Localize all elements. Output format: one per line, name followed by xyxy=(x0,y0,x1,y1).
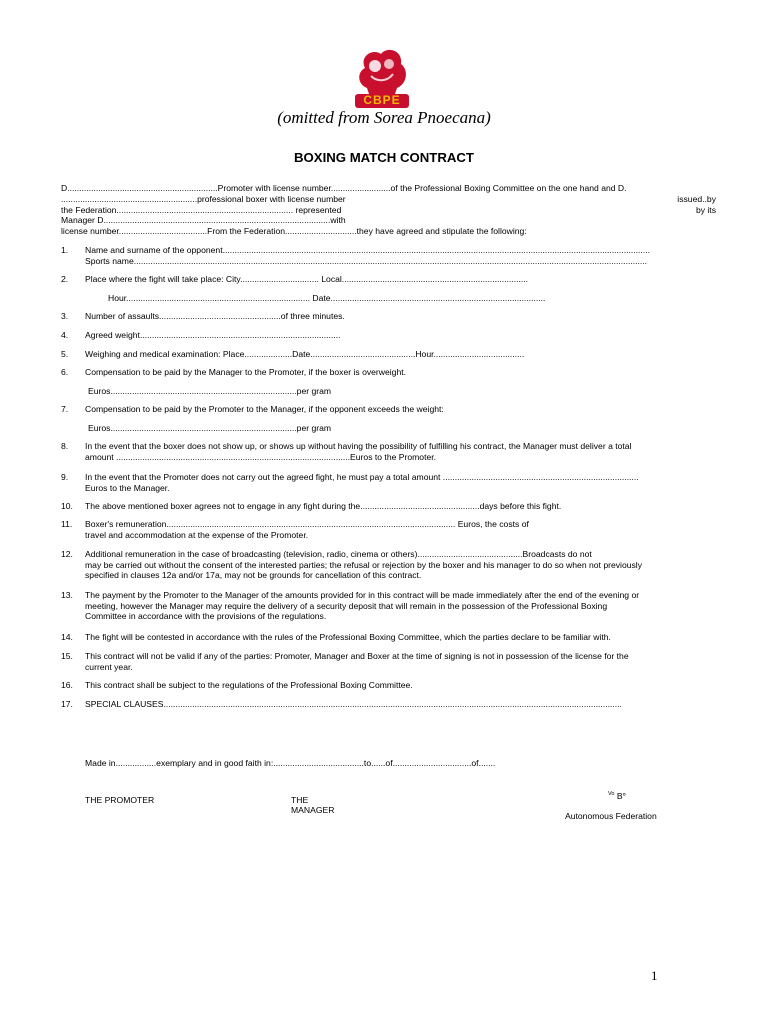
clause-text: Compensation to be paid by the Manager to the Promoter, if the boxer is overweight. xyxy=(85,367,407,377)
clause-text: Place where the fight will take place: City................................. Local.............................................................................. xyxy=(85,274,529,284)
clause-number: 12. xyxy=(61,549,73,559)
subtitle: (omitted from Sorea Pnoecana) xyxy=(277,108,491,127)
approval-text: B° xyxy=(614,791,626,801)
manager-label-line: THE xyxy=(291,795,309,805)
clause-text: The fight will be contested in accordance with the rules of the Professional Boxing Committee, which the parties declare to be familiar with. xyxy=(85,632,611,642)
intro-text: license number.....................................From the Federation..............................they have agreed and stipulate the following: xyxy=(61,226,527,237)
logo-text: CBPE xyxy=(363,93,401,107)
clause-number: 8. xyxy=(61,441,69,451)
clause-number: 14. xyxy=(61,632,73,642)
clause-number: 15. xyxy=(61,651,73,661)
clause-text: travel and accommodation at the expense of the Promoter. xyxy=(85,529,309,540)
intro-line xyxy=(61,183,716,194)
clause-text: Weighing and medical examination: Place....................Date............................................Hour...................................... xyxy=(85,349,525,359)
intro-text: .........................................................professional boxer with license number xyxy=(61,193,346,204)
clause-text: Name and surname of the opponent................................................................................................................................................................................... xyxy=(85,245,650,255)
intro-line xyxy=(61,205,716,216)
clause-text: may be carried out without the consent of the interested parties; the refusal or rejection by the boxer and his manager to do so when not previously xyxy=(85,559,643,570)
document-title: BOXING MATCH CONTRACT xyxy=(294,150,474,165)
clause-number: 4. xyxy=(61,330,69,340)
clause-number: 10. xyxy=(61,501,73,511)
manager-label-line-cut xyxy=(291,805,335,815)
clause-number: 7. xyxy=(61,404,69,414)
clause-text: specified in clauses 12a and/or 17a, may not be grounds for cancellation of this contract. xyxy=(85,570,422,581)
federation-signature-label: Autonomous Federation xyxy=(565,811,657,821)
clause-number: 13. xyxy=(61,590,73,600)
intro-text: the Federation.......................................................................... represented xyxy=(61,204,342,215)
clause-number: 11. xyxy=(61,519,73,529)
intro-paragraph xyxy=(61,183,716,237)
clause-text: Hour............................................................................. Date.......................................................................................... xyxy=(108,293,546,303)
made-in-line: Made in.................exemplary and in good faith in:......................................to......of.................................of....... xyxy=(85,758,496,768)
clause-text: This contract shall be subject to the regulations of the Professional Boxing Committee. xyxy=(85,680,413,690)
promoter-signature-label: THE PROMOTER xyxy=(85,795,155,805)
intro-text-right: issued..by xyxy=(677,193,716,204)
clause-text: current year. xyxy=(85,661,133,672)
federation-logo xyxy=(351,44,413,110)
clause-text: Euros..............................................................................per gram xyxy=(88,423,332,433)
clause-number: 5. xyxy=(61,349,69,359)
intro-text: D...............................................................Promoter with license number.........................of the Professional Boxing Committee on the one hand and D. xyxy=(61,183,627,193)
clause-text: Sports name....................................................................................................................................................................................................................... xyxy=(85,255,648,266)
intro-text-right: by its xyxy=(695,204,716,215)
clause-text: Agreed weight.................................................................................... xyxy=(85,330,341,340)
clause-text: Additional remuneration in the case of broadcasting (television, radio, cinema or others)............................................Broadcasts do not xyxy=(85,549,592,559)
clause-text: Number of assaults...................................................of three minutes. xyxy=(85,311,345,321)
clause-text: In the event that the boxer does not show up, or shows up without having the possibility of fulfilling his contract, the Manager must deliver a total xyxy=(85,441,632,451)
clause-text: The above mentioned boxer agrees not to engage in any fight during the..................................................days before this fight. xyxy=(85,501,562,511)
clause-text: Euros..............................................................................per gram xyxy=(88,386,332,396)
manager-signature-label xyxy=(291,795,335,815)
clause-text: Boxer's remuneration......................................................................................................................... Euros, the costs of xyxy=(85,519,529,529)
clause-number: 16. xyxy=(61,680,73,690)
clause-number: 2. xyxy=(61,274,69,284)
intro-line xyxy=(61,215,716,226)
clause-text: This contract will not be valid if any of the parties: Promoter, Manager and Boxer at the time of signing is not in possession of the license for the xyxy=(85,651,629,661)
clause-text: amount ..................................................................................................Euros to the Promoter. xyxy=(85,451,437,462)
clause-text: Committee in accordance with the provisions of the regulations. xyxy=(85,611,327,622)
approval-sup: Vo xyxy=(608,791,615,798)
clause-text: meeting, however the Manager may require the delivery of a security deposit that will remain in the possession of the Professional Boxing xyxy=(85,600,608,611)
page-number: 1 xyxy=(651,968,658,983)
clause-number: 6. xyxy=(61,367,69,377)
approval-mark xyxy=(608,791,626,801)
intro-text: Manager D...............................................................................................with xyxy=(61,215,346,226)
intro-line xyxy=(61,226,716,237)
clause-text: Compensation to be paid by the Promoter to the Manager, if the opponent exceeds the weight: xyxy=(85,404,444,414)
clause-text: SPECIAL CLAUSES................................................................................................................................................................................................ xyxy=(85,699,622,709)
clause-text: Euros to the Manager. xyxy=(85,482,170,493)
manager-label-text: MANAGER xyxy=(291,805,335,815)
clause-text: The payment by the Promoter to the Manager of the amounts provided for in this contract will be made immediately after the end of the evening or xyxy=(85,590,640,600)
clause-number: 3. xyxy=(61,311,69,321)
clause-number: 9. xyxy=(61,472,69,482)
clause-number: 17. xyxy=(61,699,73,709)
intro-line xyxy=(61,194,716,205)
clause-text: In the event that the Promoter does not carry out the agreed fight, he must pay a total amount .................................................................................. xyxy=(85,472,639,482)
clause-number: 1. xyxy=(61,245,69,255)
